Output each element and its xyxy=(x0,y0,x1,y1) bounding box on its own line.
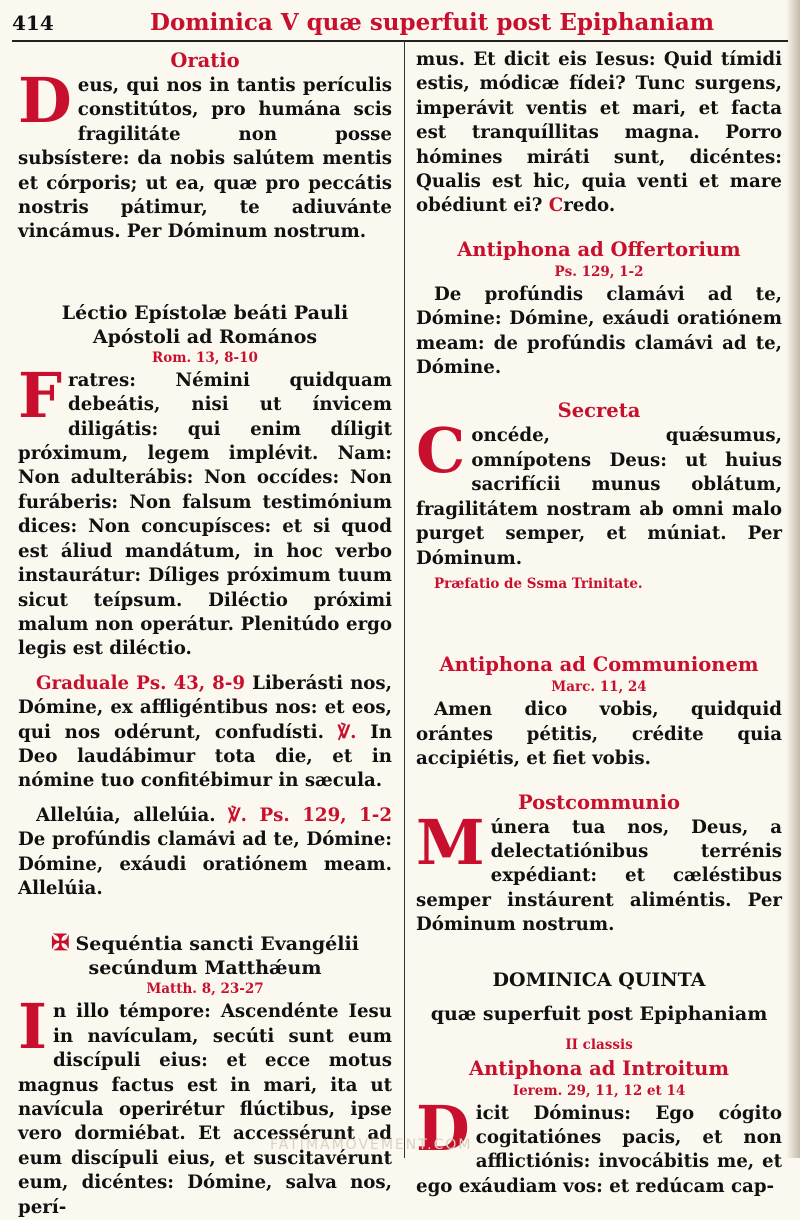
versicle-sign: ℣. xyxy=(337,721,357,743)
classis-label: II classis xyxy=(565,1036,633,1053)
graduale-text: Liberásti nos, Dómine, ex affligéntibus nos: et eos, qui nos odérunt, confudísti. xyxy=(18,672,392,743)
dominica-title: DOMINICA QUINTA xyxy=(492,968,706,991)
secreta-text: oncéde, quǽsumus, omnípotens Deus: ut huius sacrifícii munus oblátum, fragilitátem nostram ab omni malo purget semper, et múniat. Per Dóminum. xyxy=(416,425,782,569)
offertorium-text: De profúndis clamávi ad te, Dómine: Dómine, exáudi oratiónem meam: de profúndis clamávi ad te, Dómine. xyxy=(416,283,782,379)
watermark: FATIMAMOVEMENT.COM xyxy=(270,1137,473,1153)
offertorium-reference: Ps. 129, 1-2 xyxy=(554,263,644,280)
oratio-paragraph xyxy=(18,64,392,245)
postcommunio-text: únera tua nos, Deus, a delectatiónibus terrénis expédiant: et cæléstibus semper instáurent aliméntis. Per Dóminum nostrum. xyxy=(416,816,782,936)
evangelium-continuation xyxy=(416,48,782,219)
communio-title: Antiphona ad Communionem xyxy=(439,653,759,677)
evangelium-reference: Matth. 8, 23-27 xyxy=(146,981,264,998)
right-column xyxy=(416,48,782,1199)
secreta-paragraph xyxy=(416,414,782,570)
secreta-title: Secreta xyxy=(557,399,641,423)
evangelium-dropcap: I xyxy=(18,990,48,1064)
evangelium-text: n illo témpore: Ascendénte Iesu in navículam, secúti sunt eum discípuli eius: et ecce motus magnus factus est in mari, ita ut navícula operirétur flúctibus, ipse vero dormiébat. Et accessérunt ad eum discípuli eius, et suscitavérunt eum, dicéntes: Dómine, salva nos, perí- xyxy=(18,1001,392,1218)
alleluia-verse: De profúndis clamávi ad te, Dómine: Dómine, exáudi oratiónem meam. Allelúia. xyxy=(18,829,392,899)
evangelium-cont-text: mus. Et dicit eis Iesus: Quid tímidi estis, módicæ fídei? Tunc surgens, imperávit ventis et mari, et facta est tranquíllitas magna. Porro hómines miráti sunt, dicéntes: Qualis est hic, quia venti et mare obédiunt ei? xyxy=(416,49,782,217)
postcommunio-title: Postcommunio xyxy=(517,790,681,814)
oratio-dropcap: D xyxy=(18,64,72,137)
alleluia-reference: ℣. Ps. 129, 1-2 xyxy=(228,804,392,826)
header-rule xyxy=(12,40,788,42)
alleluia-paragraph xyxy=(18,804,392,902)
lectio-reference: Rom. 13, 8-10 xyxy=(152,349,258,366)
evangelium-title-text: Sequéntia sancti Evangélii secúndum Matthǽum xyxy=(75,933,359,980)
oratio-title: Oratio xyxy=(170,49,240,72)
cross-icon: ✠ xyxy=(51,930,70,957)
evangelium-paragraph xyxy=(18,990,392,1220)
left-column xyxy=(18,48,392,1220)
introitus-title: Antiphona ad Introitum xyxy=(468,1056,729,1080)
column-divider xyxy=(404,41,405,1158)
alleluia-text: Allelúia, allelúia. xyxy=(36,804,229,826)
credo-rest: redo. xyxy=(563,195,616,217)
running-title: Dominica V quæ superfuit post Epiphaniam xyxy=(150,9,715,36)
evangelium-title xyxy=(18,931,392,980)
secreta-dropcap: C xyxy=(416,414,466,488)
offertorium-title: Antiphona ad Offertorium xyxy=(457,237,741,261)
lectio-title: Léctio Epístolæ beáti Pauli Apóstoli ad Romános xyxy=(61,301,349,348)
page-header xyxy=(0,0,800,40)
praefatio-note xyxy=(416,571,782,596)
communio-text: Amen dico vobis, quidquid orántes pétitis, crédite quia accipiétis, et fiet vobis. xyxy=(416,699,782,770)
lectio-text: ratres: Némini quidquam debeátis, nisi ut ínvicem diligátis: qui enim díligit próximum, legem implévit. Nam: Non adulterábis: Non occídes: Non furáberis: Non falsum testimónium dices: Non concupísces: et si quod est áliud mandátum, in hoc verbo instaurátur: Díliges próximum tuum sicut teípsum. Diléctio próximi malum non operátur. Plenitúdo ergo legis est diléctio. xyxy=(18,369,392,660)
dominica-subtitle: quæ superfuit post Epiphaniam xyxy=(430,1002,768,1025)
page-number: 414 xyxy=(12,11,54,35)
communio-reference: Marc. 11, 24 xyxy=(551,679,647,696)
postcommunio-paragraph xyxy=(416,805,782,938)
page-edge-shadow xyxy=(786,0,800,1158)
introitus-reference: Ierem. 29, 11, 12 et 14 xyxy=(512,1082,686,1099)
introitus-dropcap: D xyxy=(416,1091,470,1165)
lectio-paragraph xyxy=(18,358,392,662)
lectio-dropcap: F xyxy=(18,358,63,432)
introitus-text: icit Dóminus: Ego cógito cogitatiónes pacis, et non afflictiónis: invocábitis me, et ego exáudiam vos: et redúcam cap- xyxy=(416,1102,782,1197)
graduale-label: Graduale Ps. 43, 8-9 xyxy=(36,672,246,694)
oratio-text: eus, qui nos in tantis perículis constitútos, pro humána scis fragilitáte non posse subsístere: da nobis salútem mentis et córporis; ut ea, quæ pro peccátis nostris pátimur, te adiuvánte vincámus. Per Dóminum nostrum. xyxy=(18,75,392,243)
praefatio-text: Præfatio de Ssma Trinitate. xyxy=(434,575,643,592)
graduale-verse: In Deo laudábimur tota die, et in nómine tuo confitébimur in sæcula. xyxy=(18,721,392,792)
graduale-paragraph xyxy=(18,672,392,794)
credo-cap: C xyxy=(548,195,564,217)
postcommunio-dropcap: M xyxy=(416,805,485,879)
